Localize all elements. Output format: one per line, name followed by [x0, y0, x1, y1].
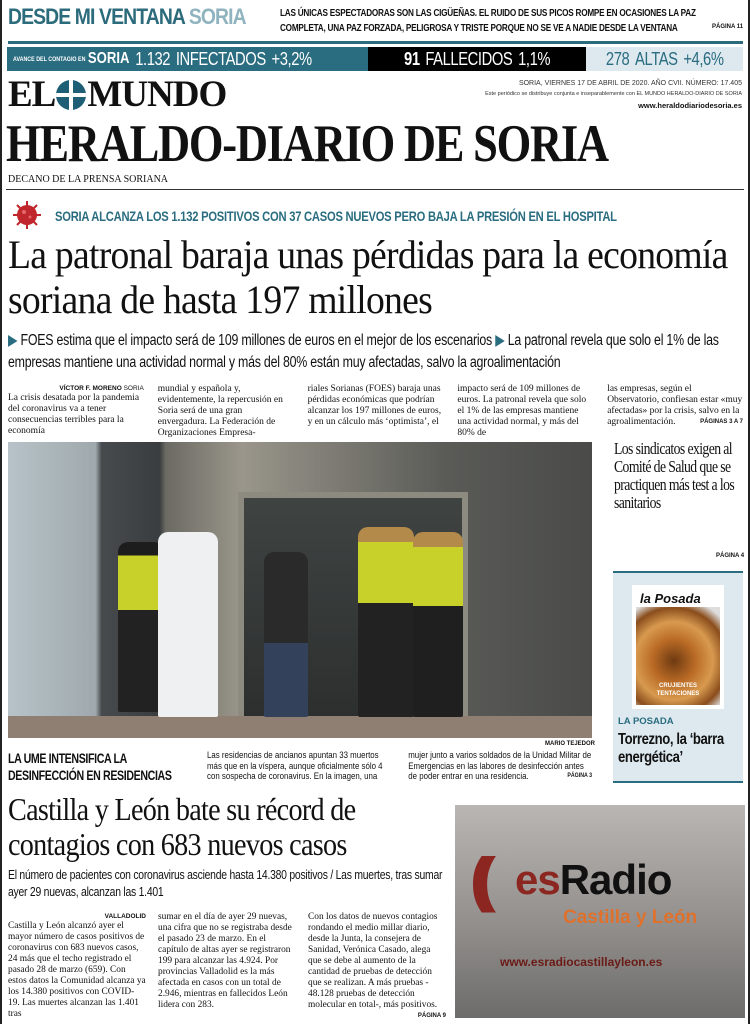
column-text: Castilla y León alcanzó ayer el mayor número de casos positivos de coronavirus con 683 nuevos casos, 24 más que el techo registrado el pasado 28 de marzo (659). Con estos datos la Comunidad alcanza ya los 14.380 positivos con COVID-19. Las muertes alcanzan las 1.401 tras [8, 921, 146, 1019]
supplement-title-accent: SORIA [188, 4, 246, 29]
deaths-stat [368, 47, 586, 71]
la-posada-cover [632, 585, 724, 709]
column [8, 912, 146, 1022]
website-link[interactable]: www.heraldodiariodesoria.es [638, 101, 742, 110]
stat-label: AVANCE DEL CONTAGIO EN [13, 55, 86, 63]
brand-es: es [515, 856, 560, 903]
supplement-title-main: DESDE MI VENTANA [8, 4, 185, 29]
esradio-ad[interactable] [455, 805, 745, 1018]
bullet-1: FOES estima que el impacto será de 109 millones de euros en el mejor de los escenarios [20, 332, 492, 349]
divider [6, 189, 744, 190]
deaths-count: 91 [403, 48, 420, 69]
infected-pct: +3,2% [271, 48, 312, 69]
stat-place: SORIA [87, 50, 130, 67]
column-text: La crisis desatada por la pandemia del coronavirus va a tener consecuencias terribles para la economía [8, 393, 140, 436]
date-text: SORIA, VIERNES 17 DE ABRIL DE 2020. AÑO CVII. NÚMERO: 17.405 [518, 80, 742, 87]
photo-credit: MARIO TEJEDOR [545, 741, 596, 747]
column [607, 384, 743, 439]
newspaper-title: HERALDO-DIARIO DE SORIA [6, 115, 608, 173]
recovered-count: 278 [605, 48, 630, 69]
el-mundo-logo[interactable] [8, 76, 226, 113]
section-label: LA POSADA [618, 716, 674, 727]
byline-place: SORIA [123, 385, 144, 392]
sidebar-headline[interactable]: Los sindicatos exigen al Comité de Salud que se practiquen más test a los sanitarios [614, 439, 735, 512]
column [8, 384, 144, 439]
globe-icon [56, 80, 86, 110]
lead-bullets [8, 330, 744, 374]
lead-kicker: SORIA ALCANZA LOS 1.132 POSITIVOS CON 37 CASOS NUEVOS PERO BAJA LA PRESIÓN EN EL HOSPITAL [55, 208, 617, 224]
deaths-stat-content [404, 49, 550, 70]
distribution-note: Este periódico se distribuye conjunta e inseparablemente con EL MUNDO HERALDO-DIARIO DE SORIA [485, 91, 742, 97]
logo-text-right: MUNDO [87, 74, 227, 115]
column-text: las empresas, según el Observatorio, confiesan estar «muy afectadas» por la crisis, salvo en la agroalimentación. [607, 384, 743, 427]
cover-title: la Posada [640, 591, 701, 606]
photo-caption [207, 750, 592, 782]
coronavirus-icon [12, 200, 42, 230]
column: mundial y española y, evidentemente, la repercusión en Soria será de una gran envergadura. La Federación de Organizaciones Empresa- [157, 384, 283, 438]
recovered-label: ALTAS [634, 48, 678, 69]
supplement-teaser: LAS ÚNICAS ESPECTADORAS SON LAS CIGÜEÑAS. EL RUIDO DE SUS PICOS ROMPE EN OCASIONES LA PAZ COMPLETA, UNA PAZ FORZADA, PELIGROSA Y TRISTE PORQUE NO SE VE A NADIE DESDE LA VENTANA [280, 7, 696, 34]
recovered-stat-content [606, 49, 724, 70]
page-ref: PÁGINA 4 [716, 553, 745, 559]
recovered-stat [586, 47, 743, 71]
woman-figure [264, 552, 308, 717]
column-text: Con los datos de nuevos contagios rondando el medio millar diario, desde la Junta, la consejera de Sanidad, Verónica Casado, alega que se debe al aumento de la cantidad de pruebas de detección que se realizan. A más pruebas - 48.128 pruebas de detección molecular en total-, más positivos. [308, 912, 438, 1010]
page-ref: PÁGINAS 3 A 7 [700, 419, 743, 425]
brand-radio: Radio [559, 856, 672, 903]
motto: DECANO DE LA PRENSA SORIANA [8, 174, 169, 185]
column [308, 912, 446, 1022]
triangle-icon: ▶ [8, 332, 18, 349]
cover-subtitle: CRUJIENTES TENTACIONES [656, 683, 700, 697]
lead-body [8, 384, 743, 439]
logo-text-left: EL [8, 74, 56, 115]
author: VÍCTOR F. MORENO [59, 385, 122, 392]
contagion-bar [7, 47, 743, 71]
regional-headline[interactable]: Castilla y León bate su récord de contagios con 683 nuevos casos [8, 791, 356, 862]
regional-body [8, 912, 446, 1022]
regional-subhead: El número de pacientes con coronavirus asciende hasta 14.380 positivos / Las muertes, tras sumar ayer 29 nuevas, alcanzan las 1.401 [8, 867, 443, 899]
soldier-figure [358, 527, 414, 717]
infected-label: INFECTADOS [175, 48, 266, 69]
infected-stat [7, 47, 368, 71]
deaths-label: FALLECIDOS [425, 48, 513, 69]
recovered-pct: +4,6% [683, 48, 724, 69]
page-ref: PÁGINA 3 [567, 773, 592, 779]
deaths-pct: 1,1% [518, 48, 551, 69]
byline [8, 384, 144, 393]
triangle-icon: ▶ [495, 332, 505, 349]
infected-stat-content [13, 49, 312, 70]
hazmat-figure [158, 532, 218, 717]
ume-disinfection-photo[interactable] [8, 442, 592, 738]
divider [8, 41, 743, 44]
dateline [485, 78, 742, 111]
column: impacto será de 109 millones de euros. La patronal revela que solo el 1% de las empresas mantiene una actividad normal, y más del 80% de [457, 384, 587, 438]
la-posada-promo[interactable] [613, 571, 743, 783]
soldier-figure [413, 532, 463, 717]
byline-place: VALLADOLID [104, 913, 146, 920]
column: sumar en el día de ayer 29 nuevas, una cifra que no se registraba desde el pasado 23 de marzo. En el capítulo de altas ayer se registraron 199 para alcanzar las 4.924. Por provincias Valladolid es la más afectada en casos con un total de 2.946, mientras en fallecidos León lidera con 283. [158, 912, 292, 1010]
esradio-logo [515, 857, 671, 903]
bullet-2: La patronal revela que solo el 1% de las empresas mantiene una actividad normal y más del 80% están muy afectadas, salvo la agroalimentación [8, 332, 719, 371]
posada-headline: Torrezno, la ‘barra energética’ [618, 731, 724, 766]
radio-waves-icon: (( [470, 846, 482, 913]
caption-text: Las residencias de ancianos apuntan 33 muertos más que en la víspera, aunque oficialmente sólo 4 con sospecha de coronavirus. En la imagen, una mujer junto a varios soldados de la Unidad Militar de Emergencias en las labores de desinfección antes de poder entrar en una residencia. [207, 750, 592, 781]
page-ref: PÁGINA 11 [712, 24, 744, 30]
floor [8, 716, 592, 738]
ad-region: Castilla y León [563, 907, 698, 928]
infected-count: 1.132 [135, 48, 171, 69]
page-ref: PÁGINA 9 [417, 1013, 446, 1019]
supplement-title[interactable] [8, 4, 246, 30]
photo-title: LA UME INTENSIFICA LA DESINFECCIÓN EN RESIDENCIAS [8, 750, 172, 783]
column: riales Sorianas (FOES) baraja unas pérdidas económicas que podrían alcanzar los 197 millones de euros, y en un cálculo más ‘optimista’, el [307, 384, 442, 427]
lead-headline[interactable]: La patronal baraja unas pérdidas para la economía soriana de hasta 197 millones [8, 232, 728, 322]
ad-url[interactable]: www.esradiocastillayleon.es [500, 955, 663, 969]
